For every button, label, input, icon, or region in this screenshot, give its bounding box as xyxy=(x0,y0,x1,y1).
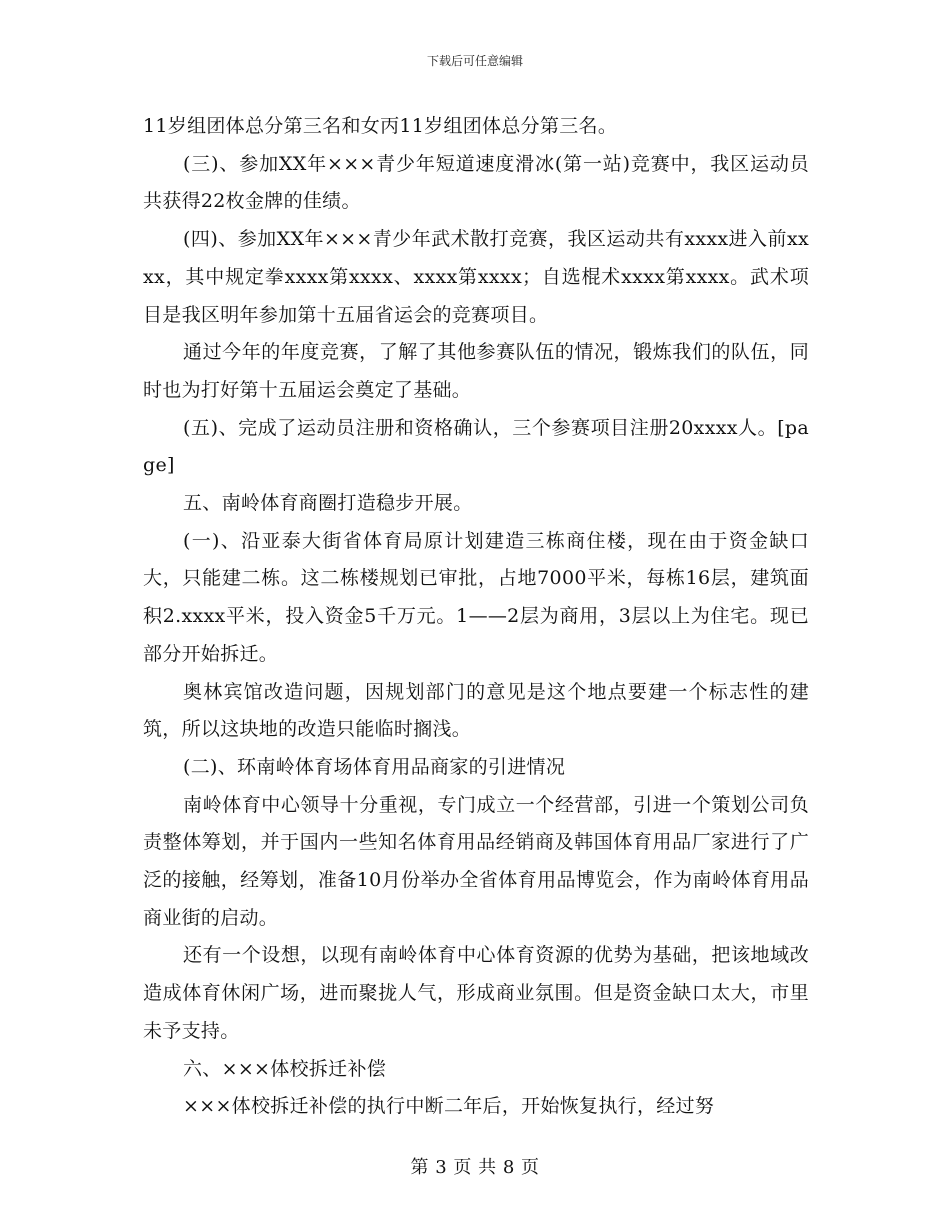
paragraph-5: (五)、完成了运动员注册和资格确认，三个参赛项目注册20xxxx人。[page] xyxy=(143,416,809,477)
page-footer: 第 3 页 共 8 页 xyxy=(410,1157,540,1178)
paragraph-3: (四)、参加XX年×××青少年武术散打竞赛，我区运动共有xxxx进入前xxxx，其中规定拳xxxx第xxxx、xxxx第xxxx；自选棍术xxxx第xxxx。武术项目是我区明年参加第十五届省运会的竞赛项目。 xyxy=(143,228,809,326)
subsection-heading-2: (二)、环南岭体育场体育用品商家的引进情况 xyxy=(183,755,566,778)
page-header: 下载后可任意编辑 xyxy=(426,54,523,68)
paragraph-2: (三)、参加XX年×××青少年短道速度滑冰(第一站)竞赛中，我区运动员共获得22枚金牌的佳绩。 xyxy=(143,152,809,213)
document-body xyxy=(143,108,809,1126)
paragraph-1: 11岁组团体总分第三名和女丙11岁组团体总分第三名。 xyxy=(143,115,618,137)
section-heading-5: 五、南岭体育商圈打造稳步开展。 xyxy=(183,492,473,515)
section-heading-6: 六、×××体校拆迁补偿 xyxy=(183,1057,387,1080)
paragraph-4: 通过今年的年度竞赛，了解了其他参赛队伍的情况，锻炼我们的队伍，同时也为打好第十五届运会奠定了基础。 xyxy=(143,341,809,401)
paragraph-13: ×××体校拆迁补偿的执行中断二年后，开始恢复执行，经过努 xyxy=(183,1095,715,1118)
paragraph-8: 奥林宾馆改造问题，因规划部门的意见是这个地点要建一个标志性的建筑，所以这块地的改造只能临时搁浅。 xyxy=(143,680,809,741)
paragraph-10: 南岭体育中心领导十分重视，专门成立一个经营部，引进一个策划公司负责整体筹划，并于国内一些知名体育用品经销商及韩国体育用品厂家进行了广泛的接触，经筹划，准备10月份举办全省体育用品博览会，作为南岭体育用品商业街的启动。 xyxy=(143,793,809,929)
paragraph-11: 还有一个设想，以现有南岭体育中心体育资源的优势为基础，把该地域改造成体育休闲广场，进而聚拢人气，形成商业氛围。但是资金缺口太大，市里未予支持。 xyxy=(143,944,809,1042)
paragraph-7: (一)、沿亚泰大街省体育局原计划建造三栋商住楼，现在由于资金缺口大，只能建二栋。这二栋楼规划已审批，占地7000平米，每栋16层，建筑面积2.xxxx平米，投入资金5千万元。1——2层为商用，3层以上为住宅。现已部分开始拆迁。 xyxy=(143,529,809,665)
